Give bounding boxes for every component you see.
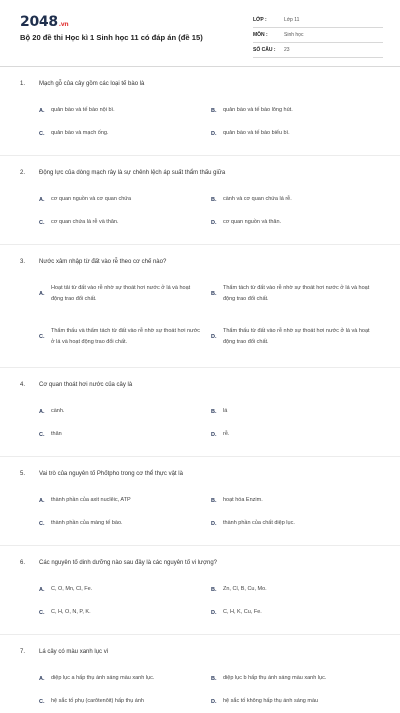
option-text: Thẩm thấu và thẩm tách từ đất vào rễ nhờ sự thoát hơi nước ở lá và hoạt động trao đổi chất.: [51, 327, 201, 345]
option-letter: B.: [211, 291, 217, 297]
logo-text: 2048: [20, 14, 58, 30]
meta-key: LỚP :: [253, 17, 267, 23]
option-text: rễ.: [223, 430, 230, 437]
option-text: hệ sắc tố không hấp thụ ánh sáng màu: [223, 697, 319, 704]
question-stem: Cơ quan thoát hơi nước của cây là: [39, 382, 133, 388]
option-grid: [20, 99, 384, 155]
question-item: [0, 546, 400, 635]
option-letter: C.: [39, 520, 45, 527]
option-text: Hoạt tải từ đất vào rễ nhờ sự thoát hơi nước ở lá và hoạt động trao đổi chất.: [51, 284, 191, 302]
option-letter: C.: [39, 609, 45, 616]
option-letter: B.: [211, 107, 217, 114]
option-letter: C.: [39, 698, 45, 705]
option-a[interactable]: [39, 489, 211, 512]
option-letter: D.: [211, 130, 217, 137]
document-title: Bộ 20 đề thi Học kì 1 Sinh học 11 có đáp án (đề 15): [20, 33, 203, 42]
option-a[interactable]: [39, 99, 211, 122]
option-text: hoạt hóa Enzim.: [223, 496, 263, 503]
option-letter: D.: [211, 609, 217, 616]
meta-value: Sinh học: [284, 32, 304, 38]
option-text: thân: [51, 430, 62, 437]
option-c[interactable]: [39, 690, 211, 713]
meta-row-question-count: [253, 43, 383, 58]
option-d[interactable]: [211, 423, 383, 446]
question-text: [20, 245, 384, 277]
site-logo[interactable]: [20, 14, 68, 30]
question-number: 1.: [20, 81, 26, 87]
option-letter: C.: [39, 130, 45, 137]
question-item: [0, 245, 400, 368]
option-letter: B.: [211, 196, 217, 203]
option-text: quản bào và mạch ống.: [51, 129, 109, 136]
question-item: [0, 635, 400, 713]
question-text: [20, 368, 384, 400]
option-d[interactable]: [211, 690, 383, 713]
question-text: [20, 546, 384, 578]
question-stem: Lá cây có màu xanh lục vì: [39, 649, 109, 655]
option-letter: D.: [211, 520, 217, 527]
question-text: [20, 457, 384, 489]
option-text: Thẩm thấu từ đất vào rễ nhờ sự thoát hơi nước ở lá và hoạt động trao đổi chất.: [223, 327, 370, 345]
option-text: cơ quan nguồn và cơ quan chứa: [51, 195, 132, 202]
question-stem: Động lực của dòng mạch rây là sự chênh lệch áp suất thẩm thấu giữa: [39, 170, 226, 176]
option-d[interactable]: [211, 211, 383, 234]
option-letter: A.: [39, 107, 45, 114]
option-letter: A.: [39, 497, 45, 504]
option-text: lá: [223, 407, 228, 414]
option-b[interactable]: [211, 578, 383, 601]
option-a[interactable]: [39, 578, 211, 601]
option-d[interactable]: [211, 317, 383, 357]
option-letter: B.: [211, 586, 217, 593]
meta-table: [253, 13, 383, 58]
question-number: 3.: [20, 259, 26, 265]
question-text: [20, 635, 384, 667]
option-grid: [20, 400, 384, 456]
meta-row-class: [253, 13, 383, 28]
question-item: [0, 156, 400, 245]
option-text: cơ quan chứa lá rễ và thân.: [51, 218, 119, 225]
option-letter: D.: [211, 219, 217, 226]
meta-value: 23: [284, 47, 290, 53]
option-letter: A.: [39, 586, 45, 593]
option-c[interactable]: [39, 423, 211, 446]
question-item: [0, 368, 400, 457]
question-number: 2.: [20, 170, 26, 176]
option-b[interactable]: [211, 489, 383, 512]
meta-key: MÔN :: [253, 32, 268, 38]
option-text: quản bào và tế bào lông hút.: [223, 106, 293, 113]
question-number: 4.: [20, 382, 26, 388]
option-a[interactable]: [39, 400, 211, 423]
option-grid: [20, 489, 384, 545]
question-list: [0, 67, 400, 713]
question-stem: Vai trò của nguyên tố Phốtpho trong cơ thể thực vật là: [39, 471, 183, 477]
option-text: thành phần của chất diệp lục.: [223, 519, 295, 526]
option-b[interactable]: [211, 188, 383, 211]
logo-tld: .vn: [58, 21, 69, 28]
option-d[interactable]: [211, 512, 383, 535]
option-text: thành phần của axit nuclêic, ATP: [51, 496, 131, 503]
option-letter: B.: [211, 408, 217, 415]
option-text: quản bào và tế bào nội bì.: [51, 106, 115, 113]
option-grid: [20, 188, 384, 244]
option-b[interactable]: [211, 667, 383, 690]
option-letter: D.: [211, 698, 217, 705]
question-item: [0, 457, 400, 546]
option-letter: A.: [39, 408, 45, 415]
question-text: [20, 67, 384, 99]
question-stem: Mạch gỗ của cây gồm các loại tế bào là: [39, 81, 145, 87]
option-text: cành.: [51, 407, 65, 414]
meta-value: Lớp 11: [284, 17, 300, 23]
question-number: 7.: [20, 649, 26, 655]
option-text: C, H, O, N, P, K.: [51, 608, 91, 615]
option-letter: A.: [39, 196, 45, 203]
option-text: diệp lục a hấp thụ ánh sáng màu xanh lục.: [51, 674, 155, 681]
question-number: 5.: [20, 471, 26, 477]
option-a[interactable]: [39, 277, 211, 311]
option-c[interactable]: [39, 317, 211, 357]
question-number: 6.: [20, 560, 26, 566]
page-header: [0, 0, 400, 66]
option-letter: B.: [211, 497, 217, 504]
question-text: [20, 156, 384, 188]
option-b[interactable]: [211, 99, 383, 122]
option-d[interactable]: [211, 122, 383, 145]
option-letter: C.: [39, 219, 45, 226]
question-item: [0, 67, 400, 156]
meta-row-subject: [253, 28, 383, 43]
option-grid: [20, 277, 384, 367]
option-text: quản bào và tế bào biểu bì.: [223, 129, 290, 136]
option-text: C, H, K, Cu, Fe.: [223, 608, 262, 615]
option-c[interactable]: [39, 211, 211, 234]
option-b[interactable]: [211, 400, 383, 423]
option-text: thành phần của màng tế bào.: [51, 519, 123, 526]
option-letter: A.: [39, 675, 45, 682]
option-letter: A.: [39, 291, 45, 297]
meta-key: SỐ CÂU :: [253, 47, 276, 53]
option-d[interactable]: [211, 601, 383, 624]
option-text: cơ quan nguồn và thân.: [223, 218, 282, 225]
option-a[interactable]: [39, 667, 211, 690]
option-letter: B.: [211, 675, 217, 682]
option-text: diệp lục b hấp thụ ánh sáng màu xanh lục.: [223, 674, 327, 681]
option-letter: D.: [211, 334, 217, 340]
option-text: C, O, Mn, Cl, Fe.: [51, 585, 93, 592]
option-text: cành và cơ quan chứa lá rễ.: [223, 195, 292, 202]
option-c[interactable]: [39, 122, 211, 145]
option-letter: C.: [39, 334, 45, 340]
option-letter: D.: [211, 431, 217, 438]
question-stem: Các nguyên tố dinh dưỡng nào sau đây là các nguyên tố vi lượng?: [39, 560, 218, 566]
option-c[interactable]: [39, 512, 211, 535]
option-a[interactable]: [39, 188, 211, 211]
option-letter: C.: [39, 431, 45, 438]
question-stem: Nước xâm nhập từ đất vào rễ theo cơ chế nào?: [39, 259, 167, 265]
option-grid: [20, 578, 384, 634]
option-c[interactable]: [39, 601, 211, 624]
option-b[interactable]: [211, 277, 383, 311]
option-grid: [20, 667, 384, 713]
option-text: hệ sắc tố phụ (carôtenôit) hấp thụ ánh: [51, 697, 144, 704]
option-text: Zn, Cl, B, Cu, Mo.: [223, 585, 267, 592]
option-text: Thẩm tách từ đất vào rễ nhờ sự thoát hơi nước ở lá và hoạt động trao đổi chất.: [223, 284, 370, 302]
